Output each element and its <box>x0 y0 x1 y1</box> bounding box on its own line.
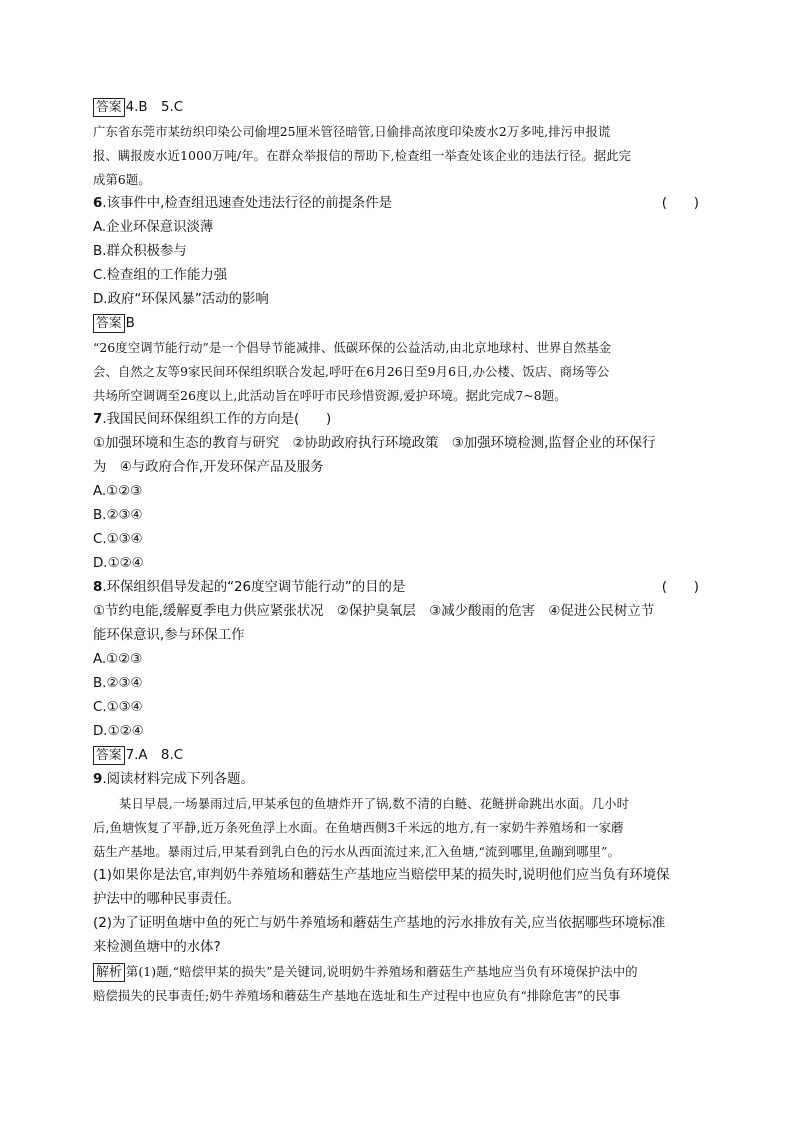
answer-bracket: ( ) <box>661 196 699 211</box>
answer-line-7-8 <box>93 744 699 768</box>
option-c: C.检查组的工作能力强 <box>93 268 228 283</box>
material-line: 会、自然之友等9家民间环保组织联合发起,呼吁在6月26日至9月6日,办公楼、饭店、商场等公 <box>93 365 610 379</box>
answer-badge: 答案 <box>93 314 125 333</box>
answer-text: B <box>125 316 135 331</box>
answer-line-6 <box>93 312 699 336</box>
question-7-stem <box>93 408 699 432</box>
option-c: C.①③④ <box>93 532 143 547</box>
option-b: B.②③④ <box>93 676 143 691</box>
material-line: 成第6题。 <box>93 173 151 187</box>
answer-badge: 答案 <box>93 746 125 765</box>
analysis-badge: 解析 <box>93 963 125 982</box>
option-a: A.企业环保意识淡薄 <box>93 220 214 235</box>
question-text: .阅读材料完成下列各题。 <box>102 772 254 787</box>
question-text: .环保组织倡导发起的“26度空调节能行动”的目的是 <box>102 580 406 595</box>
material-line: 菇生产基地。暴雨过后,甲某看到乳白色的污水从西面流过来,汇入鱼塘,“流到哪里,鱼蹦到哪里”。 <box>93 845 620 859</box>
question-8-items: 能环保意识,参与环保工作 <box>93 628 245 643</box>
question-7-items: ①加强环境和生态的教育与研究 ②协助政府执行环境政策 ③加强环境检测,监督企业的环保行 <box>93 436 656 451</box>
question-9-stem <box>93 768 699 792</box>
material-line: 某日早晨,一场暴雨过后,甲某承包的鱼塘炸开了锅,数不清的白鲢、花鲢拼命跳出水面。几小时 <box>119 797 630 811</box>
analysis-text: 第(1)题,“赔偿甲某的损失”是关键词,说明奶牛养殖场和蘑菇生产基地应当负有环境保护法中的 <box>125 965 638 979</box>
answer-bracket: ( ) <box>661 580 699 595</box>
option-d: D.①②④ <box>93 724 144 739</box>
answer-text: 7.A 8.C <box>125 748 184 763</box>
document-content <box>93 96 699 1008</box>
option-a: A.①②③ <box>93 652 143 667</box>
question-number: 6 <box>93 196 103 211</box>
analysis-line <box>93 960 699 984</box>
question-8-items: ①节约电能,缓解夏季电力供应紧张状况 ②保护臭氧层 ③减少酸雨的危害 ④促进公民树立节 <box>93 604 655 619</box>
sub-question-2: 来检测鱼塘中的水体? <box>93 940 221 955</box>
material-line: 报、瞒报废水近1000万吨/年。在群众举报信的帮助下,检查组一举查处该企业的违法行径。据此完 <box>93 149 632 163</box>
sub-question-1: (1)如果你是法官,审判奶牛养殖场和蘑菇生产基地应当赔偿甲某的损失时,说明他们应当负有环境保 <box>93 868 670 883</box>
question-text: .该事件中,检查组迅速查处违法行径的前提条件是 <box>102 196 393 211</box>
question-8-stem <box>93 576 699 600</box>
material-line: “26度空调节能行动”是一个倡导节能减排、低碳环保的公益活动,由北京地球村、世界自然基金 <box>93 341 612 355</box>
question-number: 9 <box>93 772 103 787</box>
option-d: D.政府“环保风暴”活动的影响 <box>93 292 269 307</box>
material-line: 共场所空调调至26度以上,此活动旨在呼吁市民珍惜资源,爱护环境。据此完成7~8题。 <box>93 389 567 403</box>
option-a: A.①②③ <box>93 484 143 499</box>
material-line: 广东省东莞市某纺织印染公司偷埋25厘米管径暗管,日偷排高浓度印染废水2万多吨,排污申报谎 <box>93 125 611 139</box>
option-b: B.群众积极参与 <box>93 244 187 259</box>
answer-line-4-5 <box>93 96 699 120</box>
sub-question-1: 护法中的哪种民事责任。 <box>93 892 241 907</box>
option-c: C.①③④ <box>93 700 143 715</box>
question-number: 7 <box>93 412 103 427</box>
material-line: 后,鱼塘恢复了平静,近万条死鱼浮上水面。在鱼塘西侧3千米远的地方,有一家奶牛养殖场和一家蘑 <box>93 821 624 835</box>
answer-text: 4.B 5.C <box>125 100 184 115</box>
question-number: 8 <box>93 580 103 595</box>
analysis-line: 赔偿损失的民事责任;奶牛养殖场和蘑菇生产基地在选址和生产过程中也应负有“排除危害”的民事 <box>93 989 621 1003</box>
option-d: D.①②④ <box>93 556 144 571</box>
question-6-stem <box>93 192 699 216</box>
sub-question-2: (2)为了证明鱼塘中鱼的死亡与奶牛养殖场和蘑菇生产基地的污水排放有关,应当依据哪些环境标准 <box>93 916 666 931</box>
option-b: B.②③④ <box>93 508 143 523</box>
answer-badge: 答案 <box>93 98 125 117</box>
question-text: .我国民间环保组织工作的方向是( ) <box>102 412 332 427</box>
question-7-items: 为 ④与政府合作,开发环保产品及服务 <box>93 460 324 475</box>
